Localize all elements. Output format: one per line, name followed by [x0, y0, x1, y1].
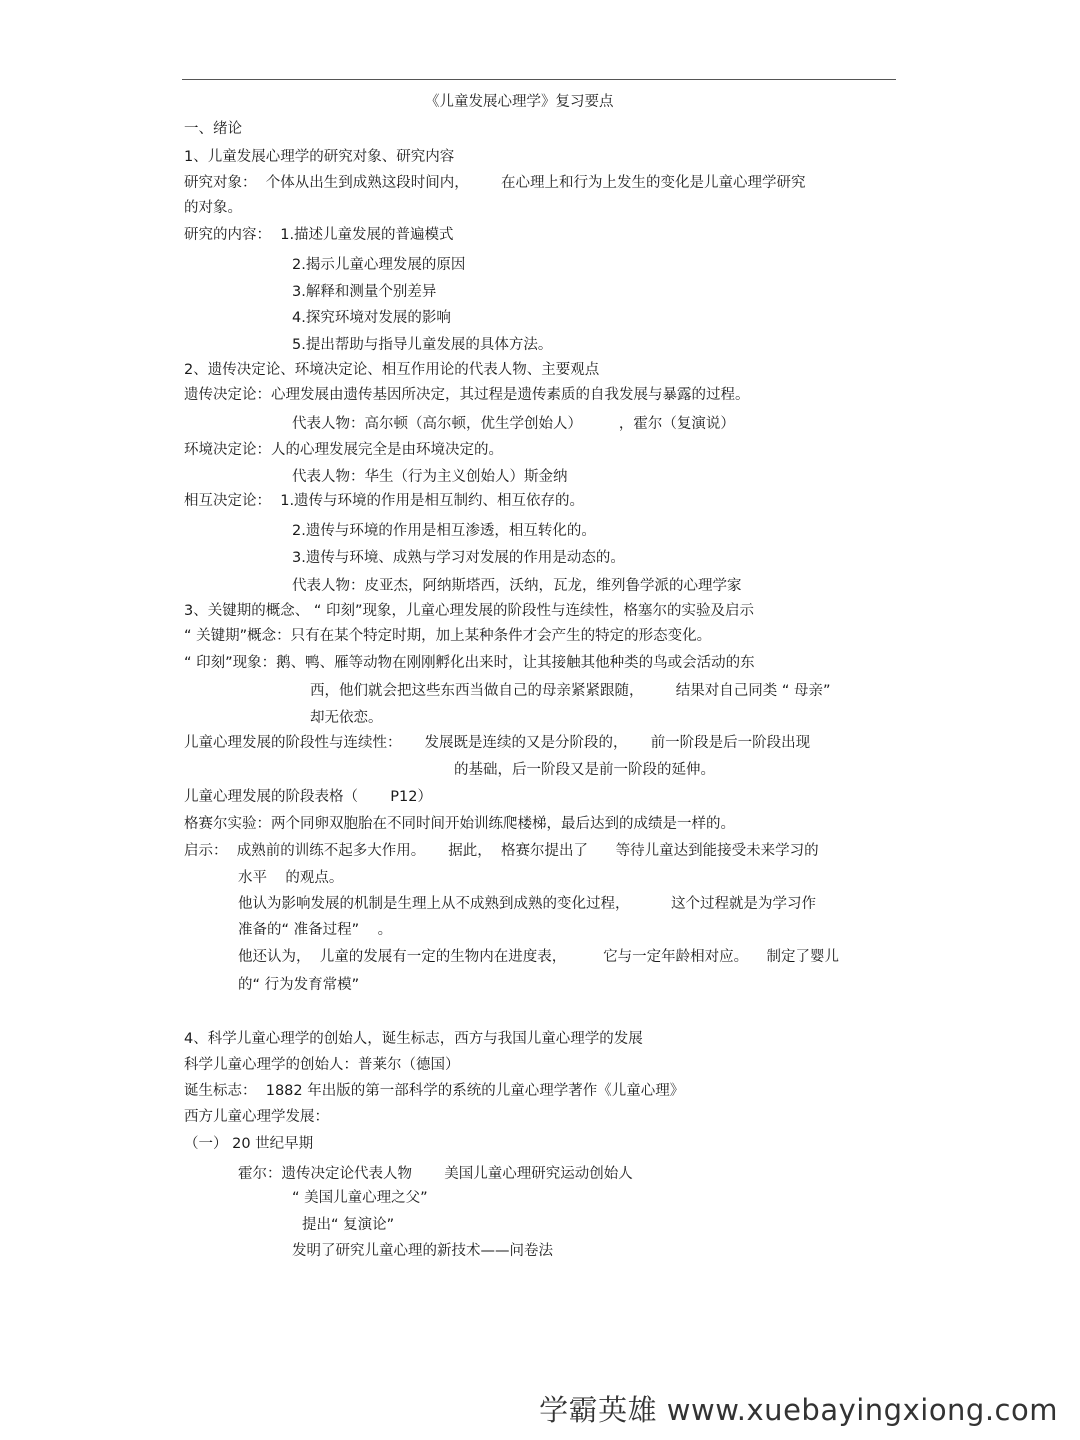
text-line: 相互决定论： 1.遗传与环境的作用是相互制约、相互依存的。	[184, 493, 585, 509]
section-2-title: 2、遗传决定论、环境决定论、相互作用论的代表人物、主要观点	[184, 362, 600, 378]
text-line: 代表人物：华生（行为主义创始人）斯金纳	[292, 469, 568, 485]
text-line: 启示： 成熟前的训练不起多大作用。 据此， 格赛尔提出了 等待儿童达到能接受未来学习的	[184, 843, 819, 859]
text-line: 霍尔：遗传决定论代表人物 美国儿童心理研究运动创始人	[238, 1166, 633, 1182]
list-item: 4.探究环境对发展的影响	[292, 310, 451, 326]
document-title: 《儿童发展心理学》复习要点	[425, 94, 614, 110]
section-4-title: 4、科学儿童心理学的创始人，诞生标志，西方与我国儿童心理学的发展	[184, 1031, 643, 1047]
text-line: 他认为影响发展的机制是生理上从不成熟到成熟的变化过程， 这个过程就是为学习作	[238, 896, 816, 912]
text-line: 的对象。	[184, 200, 242, 216]
text-line: “ 美国儿童心理之父”	[292, 1190, 428, 1206]
header-rule	[182, 79, 896, 80]
section-3-title: 3、关键期的概念、 “ 印刻”现象，儿童心理发展的阶段性与连续性，格塞尔的实验及启示	[184, 603, 754, 619]
text-line: 环境决定论：人的心理发展完全是由环境决定的。	[184, 442, 503, 458]
text-line: （一） 20 世纪早期	[184, 1136, 314, 1152]
text-line: 的基础，后一阶段又是前一阶段的延伸。	[454, 762, 715, 778]
text-line: 的“ 行为发育常模”	[238, 977, 360, 993]
text-line: 代表人物：高尔顿（高尔顿，优生学创始人） ，霍尔（复演说）	[292, 416, 735, 432]
text-line: 准备的“ 准备过程” 。	[238, 922, 393, 938]
list-item: 2.揭示儿童心理发展的原因	[292, 257, 466, 273]
text-line: 提出“ 复演论”	[302, 1217, 395, 1233]
text-line: 却无依恋。	[310, 710, 383, 726]
list-item: 3.遗传与环境、成熟与学习对发展的作用是动态的。	[292, 550, 625, 566]
heading-1: 一、绪论	[184, 121, 242, 137]
list-item: 2.遗传与环境的作用是相互渗透，相互转化的。	[292, 523, 596, 539]
text-line: 儿童心理发展的阶段性与连续性： 发展既是连续的又是分阶段的， 前一阶段是后一阶段出现	[184, 735, 811, 751]
section-1-title: 1、儿童发展心理学的研究对象、研究内容	[184, 149, 455, 165]
text-line: “ 关键期”概念：只有在某个特定时期，加上某种条件才会产生的特定的形态变化。	[184, 628, 712, 644]
text-line: 诞生标志： 1882 年出版的第一部科学的系统的儿童心理学著作《儿童心理》	[184, 1083, 685, 1099]
text-line: 格赛尔实验：两个同卵双胞胎在不同时间开始训练爬楼梯，最后达到的成绩是一样的。	[184, 816, 735, 832]
text-line: 水平 的观点。	[238, 870, 344, 886]
watermark-text: 学霸英雄 www.xuebayingxiong.com	[539, 1393, 1058, 1427]
text-line: 遗传决定论：心理发展由遗传基因所决定，其过程是遗传素质的自我发展与暴露的过程。	[184, 387, 750, 403]
text-line: 科学儿童心理学的创始人：普莱尔（德国）	[184, 1057, 460, 1073]
text-line: 发明了研究儿童心理的新技术——问卷法	[292, 1243, 553, 1259]
text-line: 他还认为， 儿童的发展有一定的生物内在进度表， 它与一定年龄相对应。 制定了婴儿	[238, 949, 840, 965]
list-item: 5.提出帮助与指导儿童发展的具体方法。	[292, 337, 553, 353]
text-line: 西，他们就会把这些东西当做自己的母亲紧紧跟随， 结果对自己同类 “ 母亲”	[310, 683, 831, 699]
list-item: 3.解释和测量个别差异	[292, 284, 437, 300]
text-line: 儿童心理发展的阶段表格（ P12）	[184, 789, 432, 805]
text-line: 研究的内容： 1.描述儿童发展的普遍模式	[184, 227, 454, 243]
text-line: 西方儿童心理学发展：	[184, 1109, 329, 1125]
text-line: 研究对象： 个体从出生到成熟这段时间内， 在心理上和行为上发生的变化是儿童心理学研究	[184, 175, 806, 191]
text-line: 代表人物：皮亚杰，阿纳斯塔西，沃纳，瓦龙，维列鲁学派的心理学家	[292, 578, 742, 594]
text-line: “ 印刻”现象：鹅、鸭、雁等动物在刚刚孵化出来时，让其接触其他种类的鸟或会活动的东	[184, 655, 755, 671]
